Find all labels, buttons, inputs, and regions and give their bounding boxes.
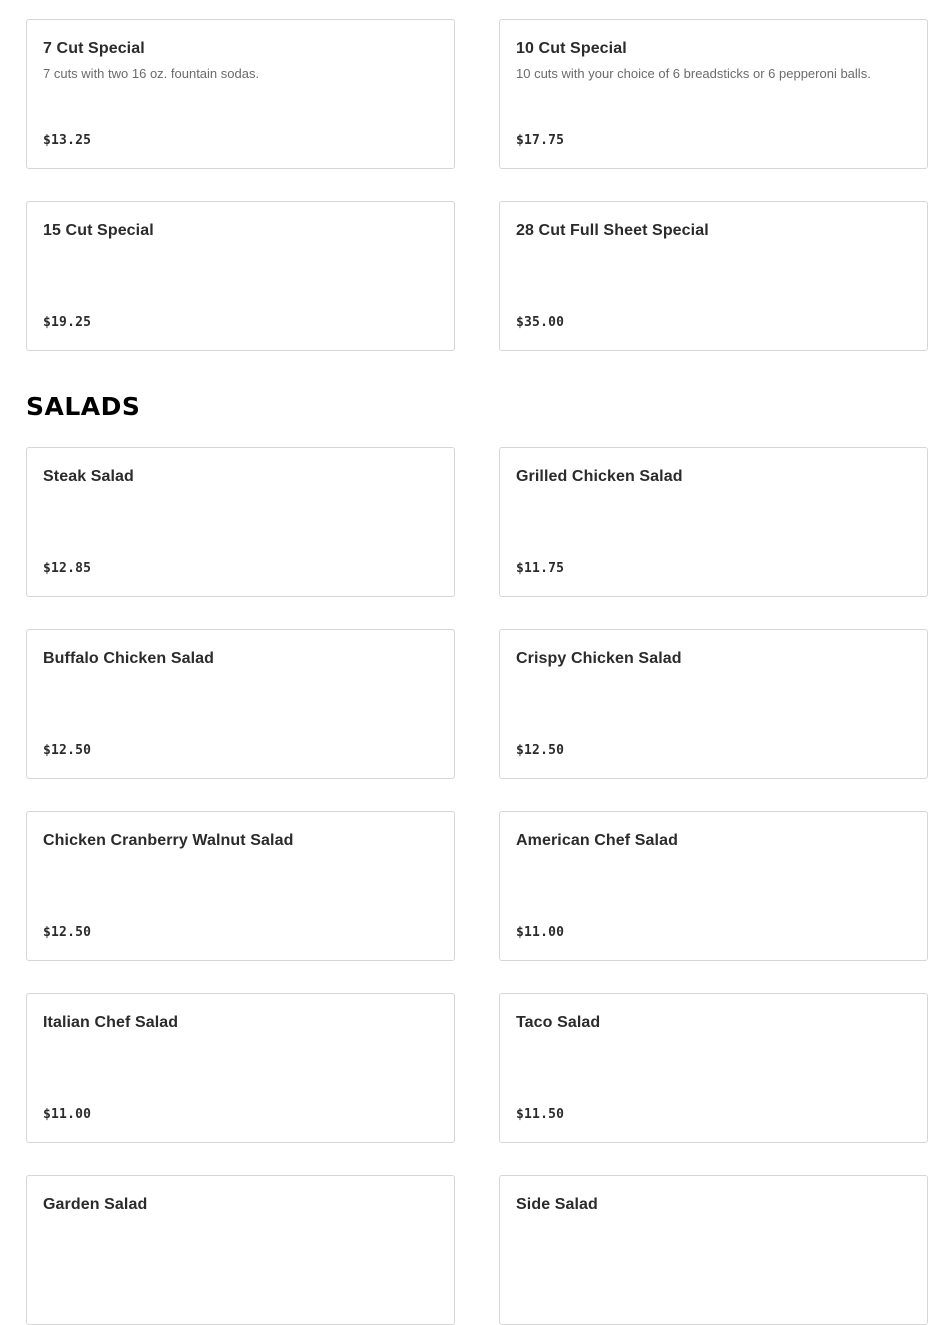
section-title-salads: SALADS	[26, 392, 141, 421]
menu-item-name: Grilled Chicken Salad	[516, 468, 683, 485]
menu-item-price: $17.75	[516, 133, 565, 148]
menu-item-name: Crispy Chicken Salad	[516, 650, 682, 667]
menu-item-name: Garden Salad	[43, 1196, 148, 1213]
menu-item-name: Taco Salad	[516, 1014, 601, 1031]
menu-item-card[interactable]	[26, 811, 455, 961]
menu-item-name: 10 Cut Special	[516, 40, 627, 57]
menu-item-card[interactable]	[26, 19, 455, 169]
menu-item-price: $11.50	[516, 1107, 565, 1122]
menu-item-card[interactable]	[26, 447, 455, 597]
menu-item-name: Side Salad	[516, 1196, 598, 1213]
menu-item-name: Steak Salad	[43, 468, 134, 485]
menu-item-card[interactable]	[26, 1175, 455, 1325]
menu-item-price: $35.00	[516, 315, 565, 330]
menu-item-name: American Chef Salad	[516, 832, 678, 849]
menu-item-price: $12.85	[43, 561, 92, 576]
menu-item-card[interactable]	[499, 447, 928, 597]
specials-grid	[26, 19, 928, 351]
menu-item-card[interactable]	[499, 811, 928, 961]
menu-item-card[interactable]	[499, 201, 928, 351]
menu-item-price: $11.00	[516, 925, 565, 940]
menu-item-description: 10 cuts with your choice of 6 breadsticks or 6 pepperoni balls.	[516, 66, 871, 81]
menu-item-price: $12.50	[43, 925, 92, 940]
menu-item-card[interactable]	[499, 993, 928, 1143]
menu-item-name: Buffalo Chicken Salad	[43, 650, 215, 667]
menu-item-card[interactable]	[499, 1175, 928, 1325]
menu-item-price: $19.25	[43, 315, 92, 330]
menu-item-price: $13.25	[43, 133, 92, 148]
menu-item-card[interactable]	[26, 629, 455, 779]
menu-item-card[interactable]	[26, 993, 455, 1143]
menu-item-card[interactable]	[499, 19, 928, 169]
menu-item-price: $11.75	[516, 561, 565, 576]
menu-item-card[interactable]	[26, 201, 455, 351]
menu-item-description: 7 cuts with two 16 oz. fountain sodas.	[43, 66, 260, 81]
menu-item-card[interactable]	[499, 629, 928, 779]
menu-item-price: $12.50	[516, 743, 565, 758]
menu-item-price: $12.50	[43, 743, 92, 758]
menu-item-name: Italian Chef Salad	[43, 1014, 179, 1031]
menu-item-name: 28 Cut Full Sheet Special	[516, 222, 709, 239]
menu-item-name: 7 Cut Special	[43, 40, 145, 57]
menu-item-price: $11.00	[43, 1107, 92, 1122]
menu-item-name: 15 Cut Special	[43, 222, 154, 239]
menu-item-name: Chicken Cranberry Walnut Salad	[43, 832, 294, 849]
salads-grid	[26, 447, 928, 1325]
